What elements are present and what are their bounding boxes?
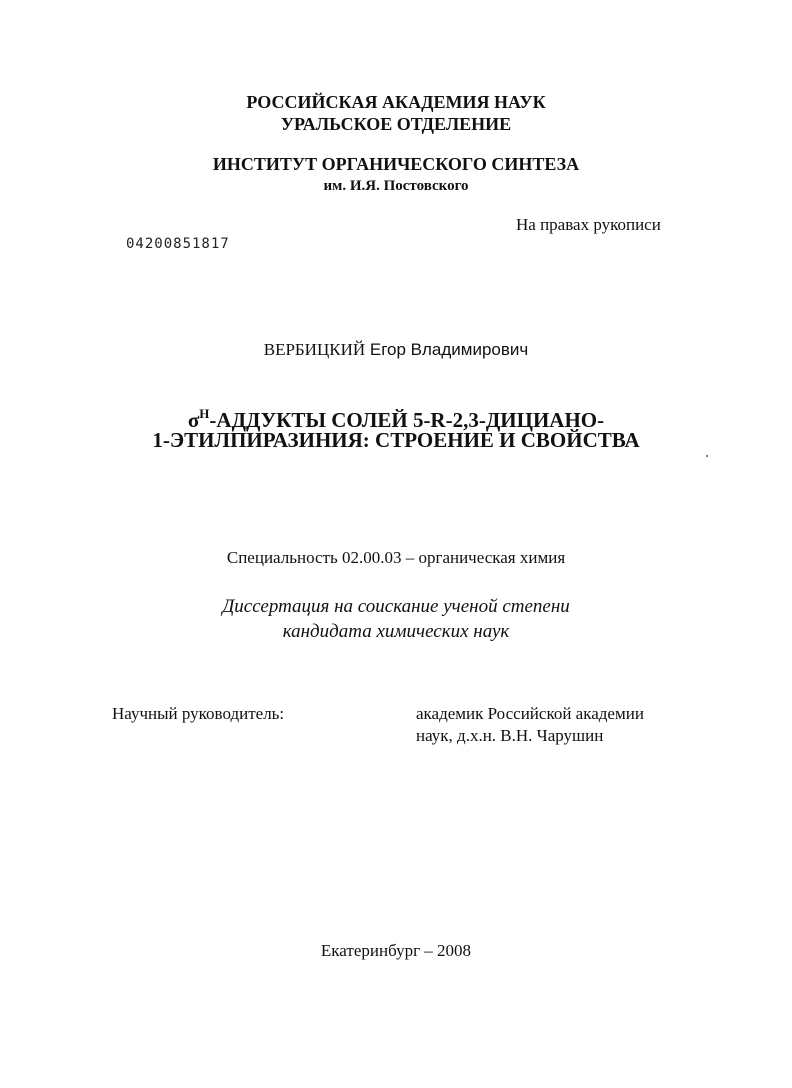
dissertation-line-2: кандидата химических наук <box>282 621 510 642</box>
title-line-1-text: -АДДУКТЫ СОЛЕЙ 5-R-2,3-ДИЦИАНО- <box>209 408 605 432</box>
title-sigma: σ <box>187 408 200 432</box>
author-given-names: Егор Владимирович <box>369 340 529 359</box>
inventory-number: 04200851817 <box>126 236 230 252</box>
supervisor-line-1: академик Российской академии <box>416 704 644 723</box>
specialty: Специальность 02.00.03 – органическая химия <box>226 548 566 567</box>
author-surname: ВЕРБИЦКИЙ <box>263 340 366 359</box>
supervisor-label: Научный руководитель: <box>112 704 285 723</box>
branch-name: УРАЛЬСКОЕ ОТДЕЛЕНИЕ <box>280 114 512 134</box>
author-name <box>0 340 792 360</box>
dissertation-line-1: Диссертация на соискание ученой степени <box>222 596 570 617</box>
academy-name: РОССИЙСКАЯ АКАДЕМИЯ НАУК <box>246 92 546 112</box>
city-year: Екатеринбург – 2008 <box>320 941 472 960</box>
rights-note: На правах рукописи <box>516 215 661 234</box>
title-superscript: H <box>199 406 210 421</box>
institute-name: ИНСТИТУТ ОРГАНИЧЕСКОГО СИНТЕЗА <box>212 154 580 174</box>
scan-speck <box>706 455 708 457</box>
title-line-2: 1-ЭТИЛПИРАЗИНИЯ: СТРОЕНИЕ И СВОЙСТВА <box>152 428 640 452</box>
institute-named-after: им. И.Я. Постовского <box>323 178 469 194</box>
supervisor-line-2: наук, д.х.н. В.Н. Чарушин <box>416 726 604 745</box>
